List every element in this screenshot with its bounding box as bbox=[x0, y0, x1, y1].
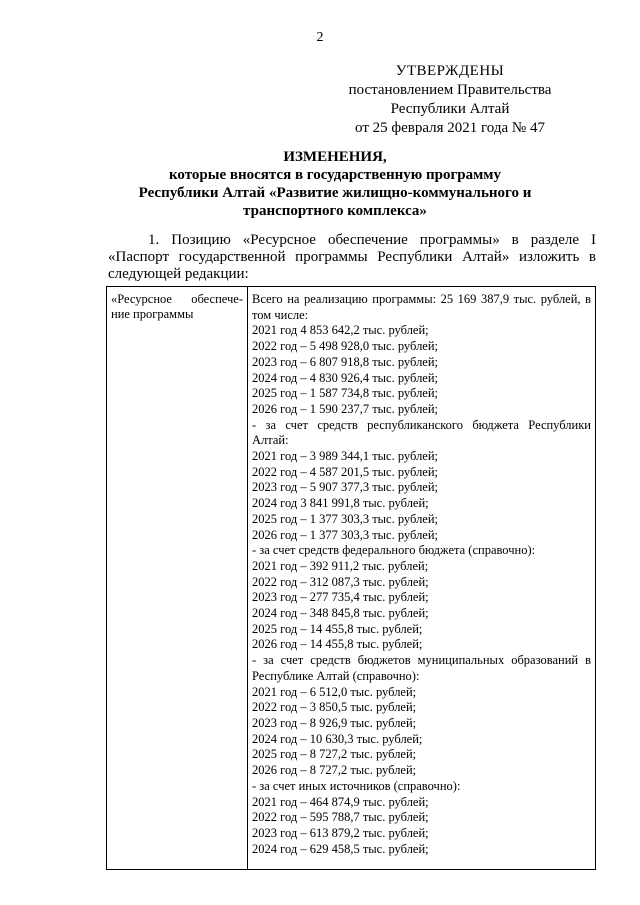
funding-year-line: 2021 год – 464 874,9 тыс. рублей; bbox=[252, 794, 429, 809]
document-title bbox=[130, 148, 540, 220]
funding-year-line: 2021 год 4 853 642,2 тыс. рублей; bbox=[252, 323, 429, 338]
approval-block bbox=[340, 62, 560, 138]
funding-year-line: 2021 год – 3 989 344,1 тыс. рублей; bbox=[252, 449, 439, 464]
table-row bbox=[107, 287, 596, 870]
table-label-cell: «Ресурсное обеспече-ние программы bbox=[107, 287, 248, 870]
funding-year-line: 2021 год – 6 512,0 тыс. рублей; bbox=[252, 684, 417, 699]
funding-year-line: 2024 год – 629 458,5 тыс. рублей; bbox=[252, 841, 429, 856]
funding-year-line: 2026 год – 1 377 303,3 тыс. рублей; bbox=[252, 527, 439, 542]
funding-year-line: 2022 год – 595 788,7 тыс. рублей; bbox=[252, 810, 429, 825]
regional-budget-heading: - за счет средств республиканского бюджета Республики Алтай: bbox=[252, 417, 591, 448]
approval-line: постановлением Правительства bbox=[348, 82, 552, 98]
funding-year-line: 2021 год – 392 911,2 тыс. рублей; bbox=[252, 558, 429, 573]
funding-year-line: 2023 год – 5 907 377,3 тыс. рублей; bbox=[252, 480, 439, 495]
title-subtitle: которые вносятся в государственную программу Республики Алтай «Развитие жилищно-коммунального и транспортного комплекса» bbox=[138, 167, 532, 219]
approval-heading: УТВЕРЖДЕНЫ bbox=[395, 63, 505, 79]
total-funding: Всего на реализацию программы: 25 169 387,9 тыс. рублей, в том числе: bbox=[252, 292, 591, 322]
other-sources-heading: - за счет иных источников (справочно): bbox=[252, 778, 461, 793]
funding-year-line: 2022 год – 4 587 201,5 тыс. рублей; bbox=[252, 464, 439, 479]
other-years-list bbox=[252, 795, 591, 858]
funding-year-line: 2023 год – 6 807 918,8 тыс. рублей; bbox=[252, 354, 439, 369]
page-number: 2 bbox=[316, 30, 324, 45]
cell-bottom-spacer bbox=[252, 857, 591, 865]
municipal-years-list bbox=[252, 685, 591, 779]
funding-year-line: 2024 год – 10 630,3 тыс. рублей; bbox=[252, 731, 423, 746]
funding-year-line: 2023 год – 277 735,4 тыс. рублей; bbox=[252, 590, 429, 605]
title-heading: ИЗМЕНЕНИЯ, bbox=[283, 149, 387, 165]
funding-year-line: 2023 год – 613 879,2 тыс. рублей; bbox=[252, 825, 429, 840]
regional-years-list bbox=[252, 449, 591, 543]
resource-table bbox=[106, 286, 596, 870]
funding-year-line: 2024 год 3 841 991,8 тыс. рублей; bbox=[252, 496, 429, 511]
federal-budget-heading: - за счет средств федерального бюджета (справочно): bbox=[252, 543, 536, 558]
funding-year-line: 2025 год – 14 455,8 тыс. рублей; bbox=[252, 621, 423, 636]
funding-year-line: 2024 год – 348 845,8 тыс. рублей; bbox=[252, 606, 429, 621]
funding-year-line: 2026 год – 1 590 237,7 тыс. рублей; bbox=[252, 401, 439, 416]
funding-year-line: 2022 год – 5 498 928,0 тыс. рублей; bbox=[252, 339, 439, 354]
funding-year-line: 2024 год – 4 830 926,4 тыс. рублей; bbox=[252, 370, 439, 385]
funding-year-line: 2022 год – 312 087,3 тыс. рублей; bbox=[252, 574, 429, 589]
funding-year-line: 2023 год – 8 926,9 тыс. рублей; bbox=[252, 715, 417, 730]
municipal-budget-heading: - за счет средств бюджетов муниципальных образований в Республике Алтай (справочно): bbox=[252, 653, 591, 683]
total-years-list bbox=[252, 323, 591, 417]
instruction-paragraph: 1. Позицию «Ресурсное обеспечение программы» в разделе I «Паспорт государственной программы Республики Алтай» изложить в следующей редакции: bbox=[108, 232, 596, 282]
funding-year-line: 2026 год – 14 455,8 тыс. рублей; bbox=[252, 637, 423, 652]
federal-years-list bbox=[252, 559, 591, 653]
funding-year-line: 2026 год – 8 727,2 тыс. рублей; bbox=[252, 763, 417, 778]
table-value-cell bbox=[248, 287, 596, 870]
funding-year-line: 2025 год – 1 377 303,3 тыс. рублей; bbox=[252, 511, 439, 526]
funding-year-line: 2025 год – 8 727,2 тыс. рублей; bbox=[252, 747, 417, 762]
approval-line: Республики Алтай bbox=[390, 101, 510, 117]
funding-year-line: 2022 год – 3 850,5 тыс. рублей; bbox=[252, 700, 417, 715]
approval-date: от 25 февраля 2021 года № 47 bbox=[355, 120, 545, 136]
funding-year-line: 2025 год – 1 587 734,8 тыс. рублей; bbox=[252, 386, 439, 401]
